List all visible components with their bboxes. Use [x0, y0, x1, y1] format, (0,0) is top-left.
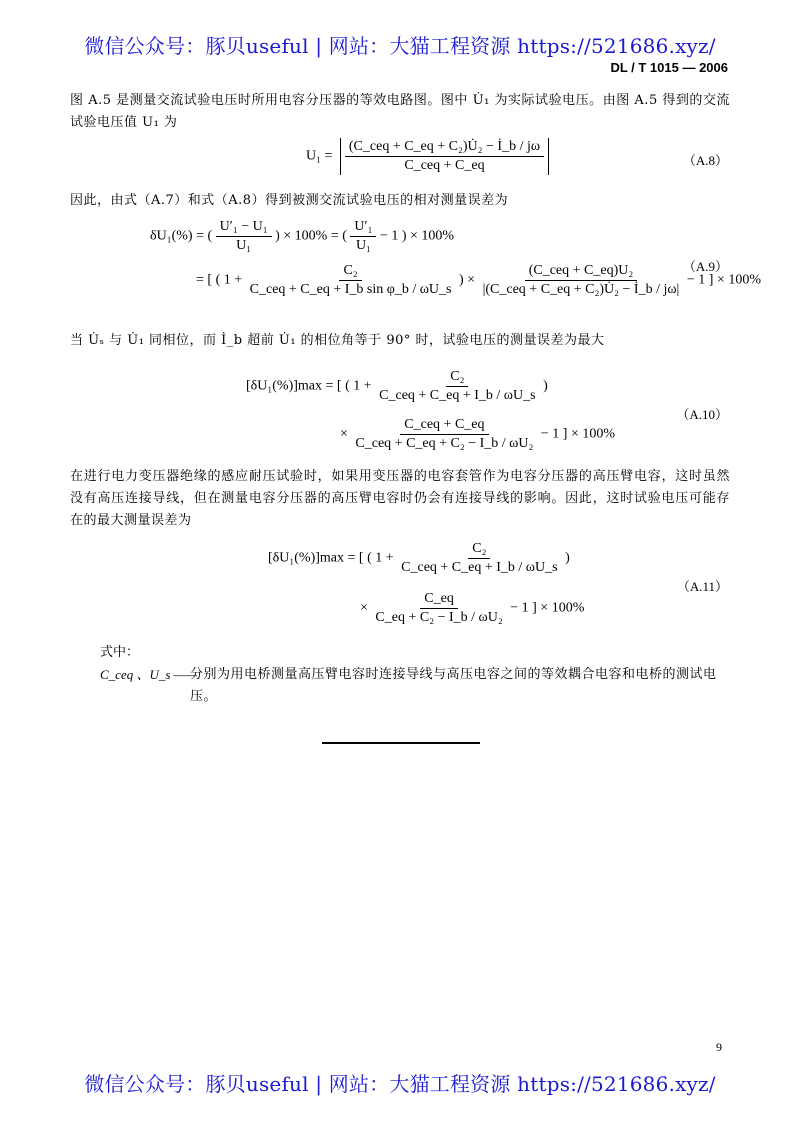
eq-a11-h-num: C_eq [420, 590, 458, 609]
paragraph-transformer-test: 在进行电力变压器绝缘的感应耐压试验时，如果用变压器的电容套管作为电容分压器的高压臂电容，这时虽然没有高压连接导线，但在测量电容分压器的高压臂电容时仍会有连接导线的影响。因此，这时试验电压可能存在的最大测量误差为 [70, 469, 730, 528]
eq-a10-h-den: C_ceq + C_eq + C₂ − I_b / ωU₂ [355, 436, 534, 451]
eq-a9-line2-eq: = [196, 272, 204, 288]
eq-a9-number: （A.9） [682, 259, 728, 274]
eq-a8-denominator: C_ceq + C_eq [404, 158, 485, 173]
eq-a9-mid: × 100% = [283, 228, 339, 244]
eq-a8-number: （A.8） [682, 153, 728, 168]
equation-a9-line1: δU₁(%) = ( $\frac{\text{U′₁ − U₁}}{\text{U₁}}$ ) × 100% = ( $\frac{\text{U′₁}}{\text{U₁}}$ − 1 ) × 100% [150, 219, 455, 253]
watermark-top: 微信公众号：豚贝useful | 网站：大猫工程资源 https://521686.xyz/ [84, 34, 716, 58]
eq-a9-f2-den: U₁ [355, 238, 371, 253]
eq-a10-lhs: [δU₁(%)]max = [246, 378, 334, 394]
page-number: 9 [716, 1040, 722, 1054]
paragraph-max-error-condition: 当 U̇ₛ 与 U̇₁ 同相位，而 İ_b 超前 U̇₁ 的相位角等于 90° 时，试验电压的测量误差为最大 [70, 333, 605, 348]
paragraph-relative-error: 因此，由式（A.7）和式（A.8）得到被测交流试验电压的相对测量误差为 [70, 193, 509, 208]
eq-a10-end: − 1 ] × 100% [540, 426, 616, 442]
eq-a9-g-num: C₂ [339, 262, 361, 281]
eq-a10-g-num: C₂ [446, 368, 468, 387]
eq-a11-number: （A.11） [676, 579, 728, 594]
eq-a11-g-num: C₂ [468, 540, 490, 559]
document-id: DL / T 1015 — 2006 [610, 60, 728, 75]
paragraph-intro: 图 A.5 是测量交流试验电压时所用电容分压器的等效电路图。图中 U̇₁ 为实际试验电压。由图 A.5 得到的交流试验电压值 U₁ 为 [70, 93, 730, 130]
eq-a9-f2-num: U′₁ [350, 218, 376, 237]
watermark-bottom: 微信公众号：豚贝useful | 网站：大猫工程资源 https://521686.xyz/ [84, 1072, 716, 1096]
eq-a9-line2-end: − 1 ] × 100% [686, 272, 761, 288]
eq-a8-numerator: (C_ceq + C_eq + C₂)U̇₂ − İ_b / jω [345, 138, 544, 157]
equation-a8 [306, 138, 549, 175]
equation-a10-line2: × $\frac{\text{C\_ceq + C\_eq}}{\text{C\_ceq + C\_eq + C₂ − I\_b / ωU₂}}$ − 1 ] × 100% [340, 417, 616, 451]
eq-a9-lhs: δU₁(%) = [150, 228, 204, 244]
eq-a10-number: （A.10） [676, 407, 728, 422]
eq-a10-h-num: C_ceq + C_eq [400, 416, 488, 435]
definition-term: C_ceq 、U_s —— [100, 667, 197, 682]
eq-a11-lhs: [δU₁(%)]max = [268, 550, 356, 566]
where-heading: 式中： [100, 645, 140, 660]
equation-a10-line1: [δU₁(%)]max = [ ( 1 + $\frac{\text{C₂}}{\text{C\_ceq + C\_eq + I\_b / ωU\_s}}$ ) [246, 369, 548, 403]
eq-a9-h-den: |(C_ceq + C_eq + C₂)U̇₂ − İ_b / jω| [482, 282, 680, 297]
eq-a9-f1-num: U′₁ − U₁ [216, 218, 272, 237]
end-rule [322, 742, 480, 744]
eq-a9-h-num: (C_ceq + C_eq)U₂ [525, 262, 638, 281]
definition-description: 分别为用电桥测量高压臂电容时连接导线与高压电容之间的等效耦合电容和电桥的测试电压。 [190, 667, 717, 704]
eq-a11-g-den: C_ceq + C_eq + I_b / ωU_s [401, 560, 558, 575]
eq-a9-f1-den: U₁ [236, 238, 252, 253]
eq-a11-end: − 1 ] × 100% [510, 600, 585, 616]
equation-a11-line1: [δU₁(%)]max = [ ( 1 + $\frac{\text{C₂}}{\text{C\_ceq + C\_eq + I\_b / ωU\_s}}$ ) [268, 541, 570, 575]
eq-a11-h-den: C_eq + C₂ − I_b / ωU₂ [375, 610, 503, 625]
eq-a9-g-den: C_ceq + C_eq + I_b sin φ_b / ωU_s [249, 282, 452, 297]
eq-a10-g-den: C_ceq + C_eq + I_b / ωU_s [379, 388, 536, 403]
equation-a9-line2: = [ ( 1 + $\frac{\text{C₂}}{\text{C\_ceq + C\_eq + I\_b sin φ\_b / ωU\_s}}$ ) × $\frac{\text{(C\_ceq + C\_eq)U₂}}{\text{|(C\_ceq + C\_eq + C₂)U̇₂ − İ\_b / jω|}}$ − 1 ] × 100% [196, 263, 761, 297]
eq-a9-line1-end: − 1 ) × 100% [379, 228, 455, 244]
equation-a11-line2: × $\frac{C\_eq}{\text{C\_eq + C₂ − I\_b / ωU₂}}$ − 1 ] × 100% [360, 591, 585, 625]
eq-a8-lhs: U₁ = [306, 148, 333, 164]
